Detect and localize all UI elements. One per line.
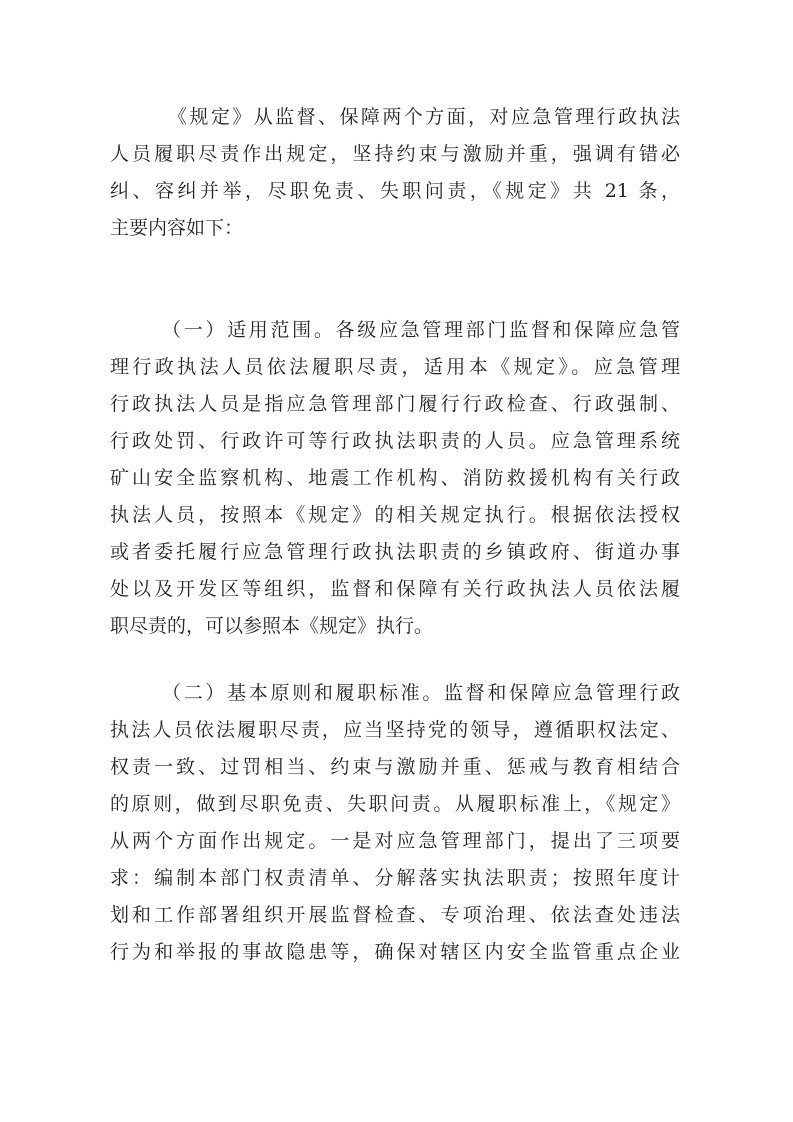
paragraph-line: 的原则，做到尽职免责、失职问责。从履职标准上，《规定》: [110, 793, 680, 815]
paragraph-line: 《规定》从监督、保障两个方面，对应急管理行政执法: [168, 106, 680, 128]
paragraph-line: 行为和举报的事故隐患等，确保对辖区内安全监管重点企业: [110, 941, 680, 963]
paragraph-line: 权责一致、过罚相当、约束与激励并重、惩戒与教育相结合: [110, 756, 680, 778]
paragraph-line: 人员履职尽责作出规定，坚持约束与激励并重，强调有错必: [110, 143, 680, 165]
paragraph-line: （一）适用范围。各级应急管理部门监督和保障应急管: [162, 319, 680, 341]
paragraph-line: 执法人员依法履职尽责，应当坚持党的领导，遵循职权法定、: [110, 719, 680, 741]
paragraph-line: 求：编制本部门权责清单、分解落实执法职责；按照年度计: [110, 867, 680, 889]
paragraph-line: 职尽责的，可以参照本《规定》执行。: [110, 615, 434, 637]
paragraph-line: （二）基本原则和履职标准。监督和保障应急管理行政: [162, 682, 680, 704]
paragraph-line: 执法人员，按照本《规定》的相关规定执行。根据依法授权: [110, 504, 680, 526]
paragraph-line: 划和工作部署组织开展监督检查、专项治理、依法查处违法: [110, 904, 680, 926]
paragraph-line: 主要内容如下：: [110, 217, 244, 239]
paragraph-line: 行政执法人员是指应急管理部门履行行政检查、行政强制、: [110, 393, 680, 415]
paragraph-line: 处以及开发区等组织，监督和保障有关行政执法人员依法履: [110, 578, 680, 600]
paragraph-line: 理行政执法人员依法履职尽责，适用本《规定》。应急管理: [110, 356, 680, 378]
paragraph-line: 行政处罚、行政许可等行政执法职责的人员。应急管理系统: [110, 430, 680, 452]
paragraph-line: 或者委托履行应急管理行政执法职责的乡镇政府、街道办事: [110, 541, 680, 563]
paragraph-line: 纠、容纠并举，尽职免责、失职问责，《规定》共 21 条，: [110, 180, 680, 202]
paragraph-line: 矿山安全监察机构、地震工作机构、消防救援机构有关行政: [110, 467, 680, 489]
paragraph-line: 从两个方面作出规定。一是对应急管理部门，提出了三项要: [110, 830, 680, 852]
